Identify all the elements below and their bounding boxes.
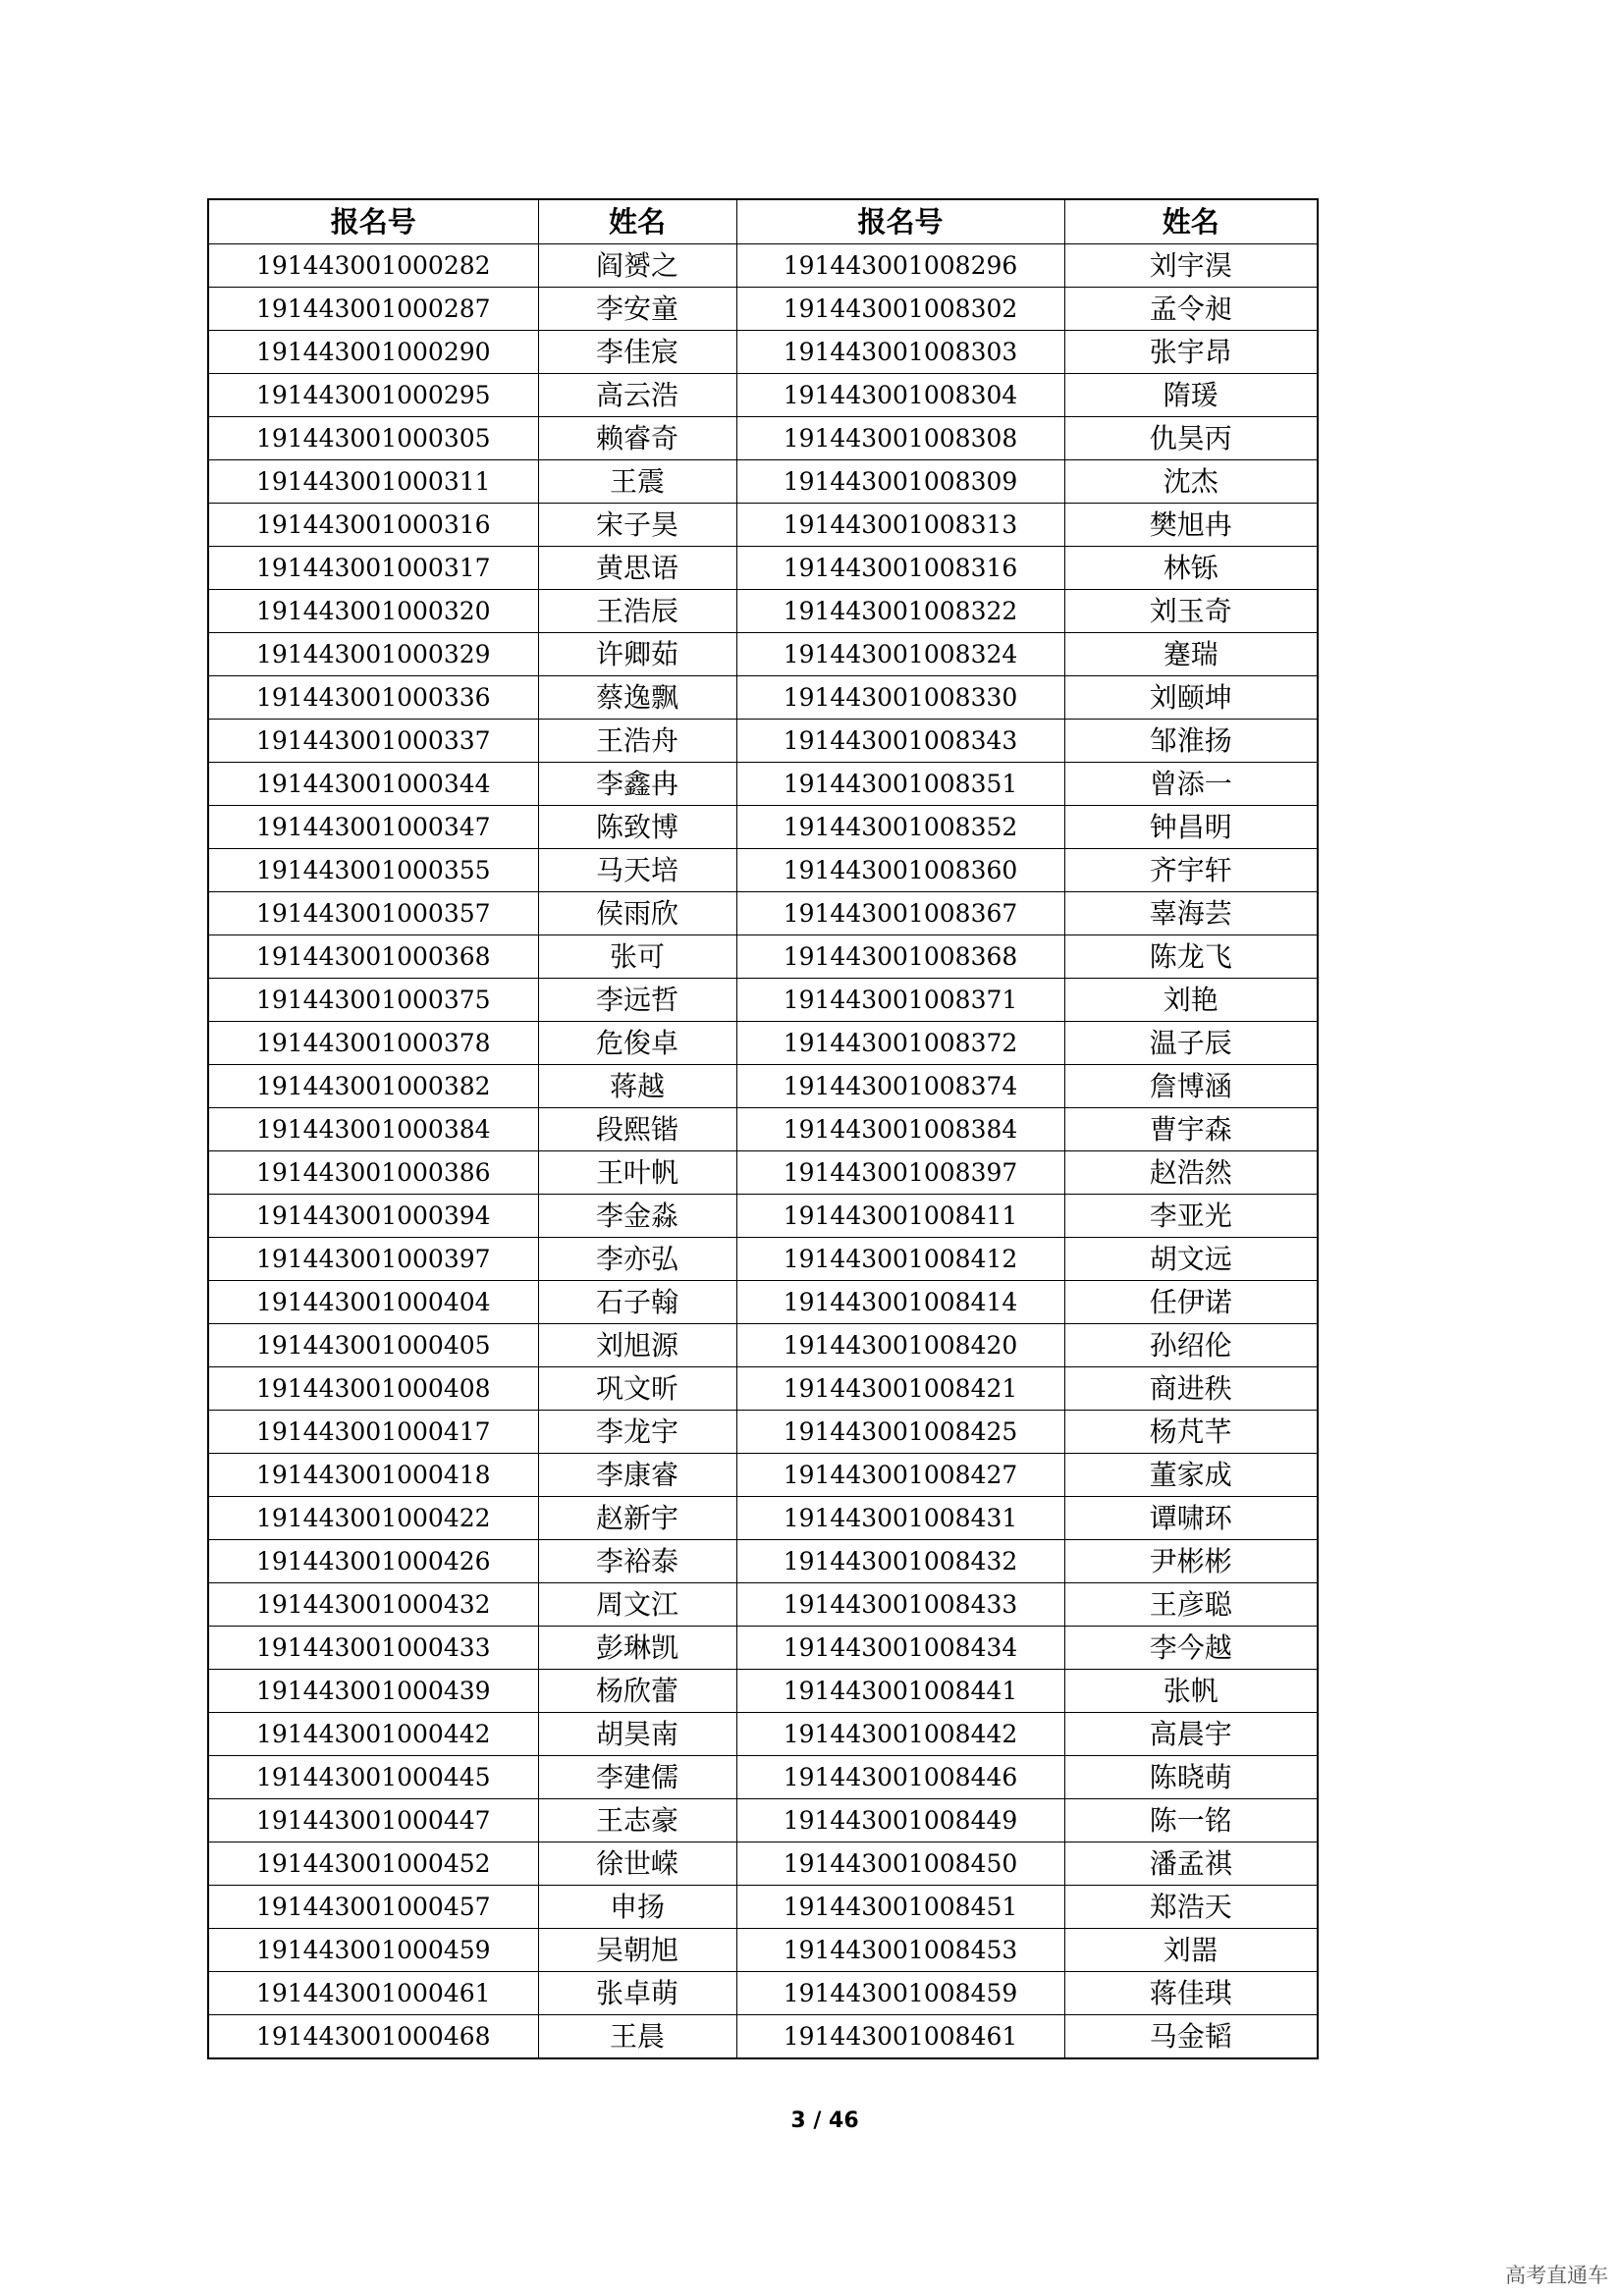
reg-no-cell: 191443001000439	[208, 1670, 538, 1713]
table-row	[208, 1195, 1318, 1238]
table-row	[208, 2015, 1318, 2059]
reg-no-cell: 191443001000368	[208, 935, 538, 979]
reg-no-cell: 191443001008343	[736, 720, 1064, 763]
reg-no-cell: 191443001008434	[736, 1627, 1064, 1670]
reg-no-cell: 191443001008441	[736, 1670, 1064, 1713]
table-row	[208, 1454, 1318, 1497]
name-cell: 刘颐坤	[1064, 676, 1318, 720]
name-cell: 高晨宇	[1064, 1713, 1318, 1756]
reg-no-cell: 191443001000457	[208, 1886, 538, 1929]
reg-no-cell: 191443001008451	[736, 1886, 1064, 1929]
reg-no-cell: 191443001008425	[736, 1411, 1064, 1454]
table-row	[208, 1670, 1318, 1713]
name-cell: 蒋越	[538, 1065, 736, 1108]
name-cell: 齐宇轩	[1064, 849, 1318, 892]
reg-no-cell: 191443001000432	[208, 1583, 538, 1627]
name-cell: 侯雨欣	[538, 892, 736, 935]
name-cell: 王叶帆	[538, 1151, 736, 1195]
name-cell: 隋瑗	[1064, 374, 1318, 417]
name-cell: 潘孟祺	[1064, 1842, 1318, 1886]
reg-no-cell: 191443001000378	[208, 1022, 538, 1065]
table-row	[208, 1151, 1318, 1195]
name-cell: 詹博涵	[1064, 1065, 1318, 1108]
reg-no-cell: 191443001000384	[208, 1108, 538, 1151]
name-cell: 李亚光	[1064, 1195, 1318, 1238]
reg-no-cell: 191443001008453	[736, 1929, 1064, 1972]
name-cell: 王志豪	[538, 1799, 736, 1842]
name-cell: 辜海芸	[1064, 892, 1318, 935]
table-row	[208, 1411, 1318, 1454]
table-row	[208, 417, 1318, 460]
reg-no-cell: 191443001000408	[208, 1367, 538, 1411]
reg-no-cell: 191443001008371	[736, 979, 1064, 1022]
name-cell: 蒋佳琪	[1064, 1972, 1318, 2015]
table-row	[208, 1108, 1318, 1151]
name-cell: 刘艳	[1064, 979, 1318, 1022]
table-row	[208, 331, 1318, 374]
reg-no-cell: 191443001000295	[208, 374, 538, 417]
table-row	[208, 460, 1318, 504]
table-row	[208, 935, 1318, 979]
name-cell: 李亦弘	[538, 1238, 736, 1281]
reg-no-cell: 191443001008302	[736, 288, 1064, 331]
header-reg-no-2: 报名号	[736, 199, 1064, 244]
watermark-text: 高考直通车	[1505, 2264, 1608, 2287]
table-row	[208, 892, 1318, 935]
reg-no-cell: 191443001000347	[208, 806, 538, 849]
reg-no-cell: 191443001008414	[736, 1281, 1064, 1324]
reg-no-cell: 191443001008368	[736, 935, 1064, 979]
name-cell: 任伊诺	[1064, 1281, 1318, 1324]
name-cell: 董家成	[1064, 1454, 1318, 1497]
reg-no-cell: 191443001008461	[736, 2015, 1064, 2059]
reg-no-cell: 191443001000426	[208, 1540, 538, 1583]
name-cell: 赖睿奇	[538, 417, 736, 460]
reg-no-cell: 191443001008459	[736, 1972, 1064, 2015]
reg-no-cell: 191443001000445	[208, 1756, 538, 1799]
page-number: 3 / 46	[790, 2109, 859, 2133]
name-cell: 阎赟之	[538, 244, 736, 288]
table-row	[208, 1065, 1318, 1108]
header-name-2: 姓名	[1064, 199, 1318, 244]
table-row	[208, 1583, 1318, 1627]
name-cell: 李今越	[1064, 1627, 1318, 1670]
reg-no-cell: 191443001008296	[736, 244, 1064, 288]
reg-no-cell: 191443001000344	[208, 763, 538, 806]
reg-no-cell: 191443001008432	[736, 1540, 1064, 1583]
reg-no-cell: 191443001008324	[736, 633, 1064, 676]
reg-no-cell: 191443001008412	[736, 1238, 1064, 1281]
reg-no-cell: 191443001008427	[736, 1454, 1064, 1497]
name-cell: 李鑫冉	[538, 763, 736, 806]
table-row	[208, 720, 1318, 763]
table-row	[208, 1540, 1318, 1583]
table-row	[208, 1842, 1318, 1886]
table-row	[208, 244, 1318, 288]
name-cell: 周文江	[538, 1583, 736, 1627]
table-row	[208, 1497, 1318, 1540]
name-cell: 曾添一	[1064, 763, 1318, 806]
name-cell: 王浩辰	[538, 590, 736, 633]
name-cell: 马金韬	[1064, 2015, 1318, 2059]
name-cell: 陈一铭	[1064, 1799, 1318, 1842]
name-cell: 商进秩	[1064, 1367, 1318, 1411]
name-cell: 郑浩天	[1064, 1886, 1318, 1929]
table-row	[208, 1799, 1318, 1842]
reg-no-cell: 191443001000375	[208, 979, 538, 1022]
reg-no-cell: 191443001000386	[208, 1151, 538, 1195]
name-cell: 高云浩	[538, 374, 736, 417]
name-cell: 段熙锴	[538, 1108, 736, 1151]
reg-no-cell: 191443001008360	[736, 849, 1064, 892]
reg-no-cell: 191443001000468	[208, 2015, 538, 2059]
table-row	[208, 1972, 1318, 2015]
reg-no-cell: 191443001000461	[208, 1972, 538, 2015]
name-cell: 李远哲	[538, 979, 736, 1022]
name-cell: 赵浩然	[1064, 1151, 1318, 1195]
name-cell: 陈龙飞	[1064, 935, 1318, 979]
name-cell: 石子翰	[538, 1281, 736, 1324]
name-cell: 李安童	[538, 288, 736, 331]
reg-no-cell: 191443001000317	[208, 547, 538, 590]
reg-no-cell: 191443001000282	[208, 244, 538, 288]
name-cell: 张帆	[1064, 1670, 1318, 1713]
name-cell: 樊旭冉	[1064, 504, 1318, 547]
reg-no-cell: 191443001008384	[736, 1108, 1064, 1151]
name-cell: 王浩舟	[538, 720, 736, 763]
table-row	[208, 590, 1318, 633]
name-cell: 申扬	[538, 1886, 736, 1929]
reg-no-cell: 191443001000452	[208, 1842, 538, 1886]
name-cell: 李金淼	[538, 1195, 736, 1238]
table-row	[208, 1022, 1318, 1065]
reg-no-cell: 191443001000355	[208, 849, 538, 892]
reg-no-cell: 191443001008449	[736, 1799, 1064, 1842]
reg-no-cell: 191443001000404	[208, 1281, 538, 1324]
table-row	[208, 1886, 1318, 1929]
reg-no-cell: 191443001008374	[736, 1065, 1064, 1108]
name-cell: 钟昌明	[1064, 806, 1318, 849]
name-cell: 林铄	[1064, 547, 1318, 590]
name-cell: 孙绍伦	[1064, 1324, 1318, 1367]
reg-no-cell: 191443001008309	[736, 460, 1064, 504]
name-cell: 危俊卓	[538, 1022, 736, 1065]
table-row	[208, 374, 1318, 417]
table-row	[208, 1756, 1318, 1799]
header-reg-no-1: 报名号	[208, 199, 538, 244]
reg-no-cell: 191443001000311	[208, 460, 538, 504]
name-cell: 李建儒	[538, 1756, 736, 1799]
table-row	[208, 1627, 1318, 1670]
table-row	[208, 547, 1318, 590]
reg-no-cell: 191443001000357	[208, 892, 538, 935]
name-cell: 巩文昕	[538, 1367, 736, 1411]
name-cell: 杨欣蕾	[538, 1670, 736, 1713]
reg-no-cell: 191443001000287	[208, 288, 538, 331]
name-cell: 刘玉奇	[1064, 590, 1318, 633]
table-row	[208, 1367, 1318, 1411]
table-row	[208, 633, 1318, 676]
reg-no-cell: 191443001000290	[208, 331, 538, 374]
name-cell: 孟令昶	[1064, 288, 1318, 331]
name-cell: 蔡逸飘	[538, 676, 736, 720]
reg-no-cell: 191443001008303	[736, 331, 1064, 374]
reg-no-cell: 191443001008446	[736, 1756, 1064, 1799]
reg-no-cell: 191443001000337	[208, 720, 538, 763]
reg-no-cell: 191443001008304	[736, 374, 1064, 417]
table-row	[208, 504, 1318, 547]
reg-no-cell: 191443001008431	[736, 1497, 1064, 1540]
reg-no-cell: 191443001000336	[208, 676, 538, 720]
reg-no-cell: 191443001008316	[736, 547, 1064, 590]
reg-no-cell: 191443001000422	[208, 1497, 538, 1540]
name-cell: 谭啸环	[1064, 1497, 1318, 1540]
reg-no-cell: 191443001000305	[208, 417, 538, 460]
table-row	[208, 1238, 1318, 1281]
table-row	[208, 1713, 1318, 1756]
name-cell: 曹宇森	[1064, 1108, 1318, 1151]
table-row	[208, 979, 1318, 1022]
name-cell: 胡文远	[1064, 1238, 1318, 1281]
name-cell: 邹淮扬	[1064, 720, 1318, 763]
name-cell: 李康睿	[538, 1454, 736, 1497]
name-cell: 张宇昂	[1064, 331, 1318, 374]
name-cell: 张可	[538, 935, 736, 979]
name-cell: 蹇瑞	[1064, 633, 1318, 676]
reg-no-cell: 191443001008352	[736, 806, 1064, 849]
reg-no-cell: 191443001000417	[208, 1411, 538, 1454]
reg-no-cell: 191443001000397	[208, 1238, 538, 1281]
name-cell: 彭琳凯	[538, 1627, 736, 1670]
reg-no-cell: 191443001008322	[736, 590, 1064, 633]
name-cell: 尹彬彬	[1064, 1540, 1318, 1583]
reg-no-cell: 191443001000442	[208, 1713, 538, 1756]
table-row	[208, 763, 1318, 806]
reg-no-cell: 191443001000316	[208, 504, 538, 547]
name-cell: 李龙宇	[538, 1411, 736, 1454]
name-cell: 张卓萌	[538, 1972, 736, 2015]
reg-no-cell: 191443001000394	[208, 1195, 538, 1238]
name-cell: 赵新宇	[538, 1497, 736, 1540]
name-cell: 李裕泰	[538, 1540, 736, 1583]
name-cell: 仇昊丙	[1064, 417, 1318, 460]
reg-no-cell: 191443001000447	[208, 1799, 538, 1842]
reg-no-cell: 191443001008372	[736, 1022, 1064, 1065]
name-cell: 吴朝旭	[538, 1929, 736, 1972]
reg-no-cell: 191443001000405	[208, 1324, 538, 1367]
name-cell: 王震	[538, 460, 736, 504]
name-cell: 胡昊南	[538, 1713, 736, 1756]
reg-no-cell: 191443001008420	[736, 1324, 1064, 1367]
table-row	[208, 1929, 1318, 1972]
name-cell: 李佳宸	[538, 331, 736, 374]
reg-no-cell: 191443001008397	[736, 1151, 1064, 1195]
name-cell: 王彦聪	[1064, 1583, 1318, 1627]
table-row	[208, 676, 1318, 720]
name-cell: 徐世嵘	[538, 1842, 736, 1886]
reg-no-cell: 191443001000418	[208, 1454, 538, 1497]
name-cell: 许卿茹	[538, 633, 736, 676]
table-row	[208, 1281, 1318, 1324]
name-cell: 刘宇淏	[1064, 244, 1318, 288]
reg-no-cell: 191443001000382	[208, 1065, 538, 1108]
reg-no-cell: 191443001008308	[736, 417, 1064, 460]
table-row	[208, 288, 1318, 331]
table-row	[208, 849, 1318, 892]
reg-no-cell: 191443001008313	[736, 504, 1064, 547]
table-row	[208, 1324, 1318, 1367]
reg-no-cell: 191443001000329	[208, 633, 538, 676]
reg-no-cell: 191443001008450	[736, 1842, 1064, 1886]
reg-no-cell: 191443001000459	[208, 1929, 538, 1972]
name-cell: 杨芃芊	[1064, 1411, 1318, 1454]
name-cell: 陈晓萌	[1064, 1756, 1318, 1799]
reg-no-cell: 191443001000320	[208, 590, 538, 633]
name-cell: 温子辰	[1064, 1022, 1318, 1065]
admission-list-table	[207, 198, 1319, 2059]
name-cell: 沈杰	[1064, 460, 1318, 504]
name-cell: 王晨	[538, 2015, 736, 2059]
reg-no-cell: 191443001008351	[736, 763, 1064, 806]
name-cell: 马天培	[538, 849, 736, 892]
reg-no-cell: 191443001008367	[736, 892, 1064, 935]
name-cell: 黄思语	[538, 547, 736, 590]
name-cell: 刘旭源	[538, 1324, 736, 1367]
name-cell: 刘噐	[1064, 1929, 1318, 1972]
reg-no-cell: 191443001000433	[208, 1627, 538, 1670]
reg-no-cell: 191443001008421	[736, 1367, 1064, 1411]
reg-no-cell: 191443001008433	[736, 1583, 1064, 1627]
reg-no-cell: 191443001008330	[736, 676, 1064, 720]
reg-no-cell: 191443001008411	[736, 1195, 1064, 1238]
name-cell: 陈致博	[538, 806, 736, 849]
reg-no-cell: 191443001008442	[736, 1713, 1064, 1756]
table-header-row	[208, 199, 1318, 244]
table-row	[208, 806, 1318, 849]
name-cell: 宋子昊	[538, 504, 736, 547]
header-name-1: 姓名	[538, 199, 736, 244]
